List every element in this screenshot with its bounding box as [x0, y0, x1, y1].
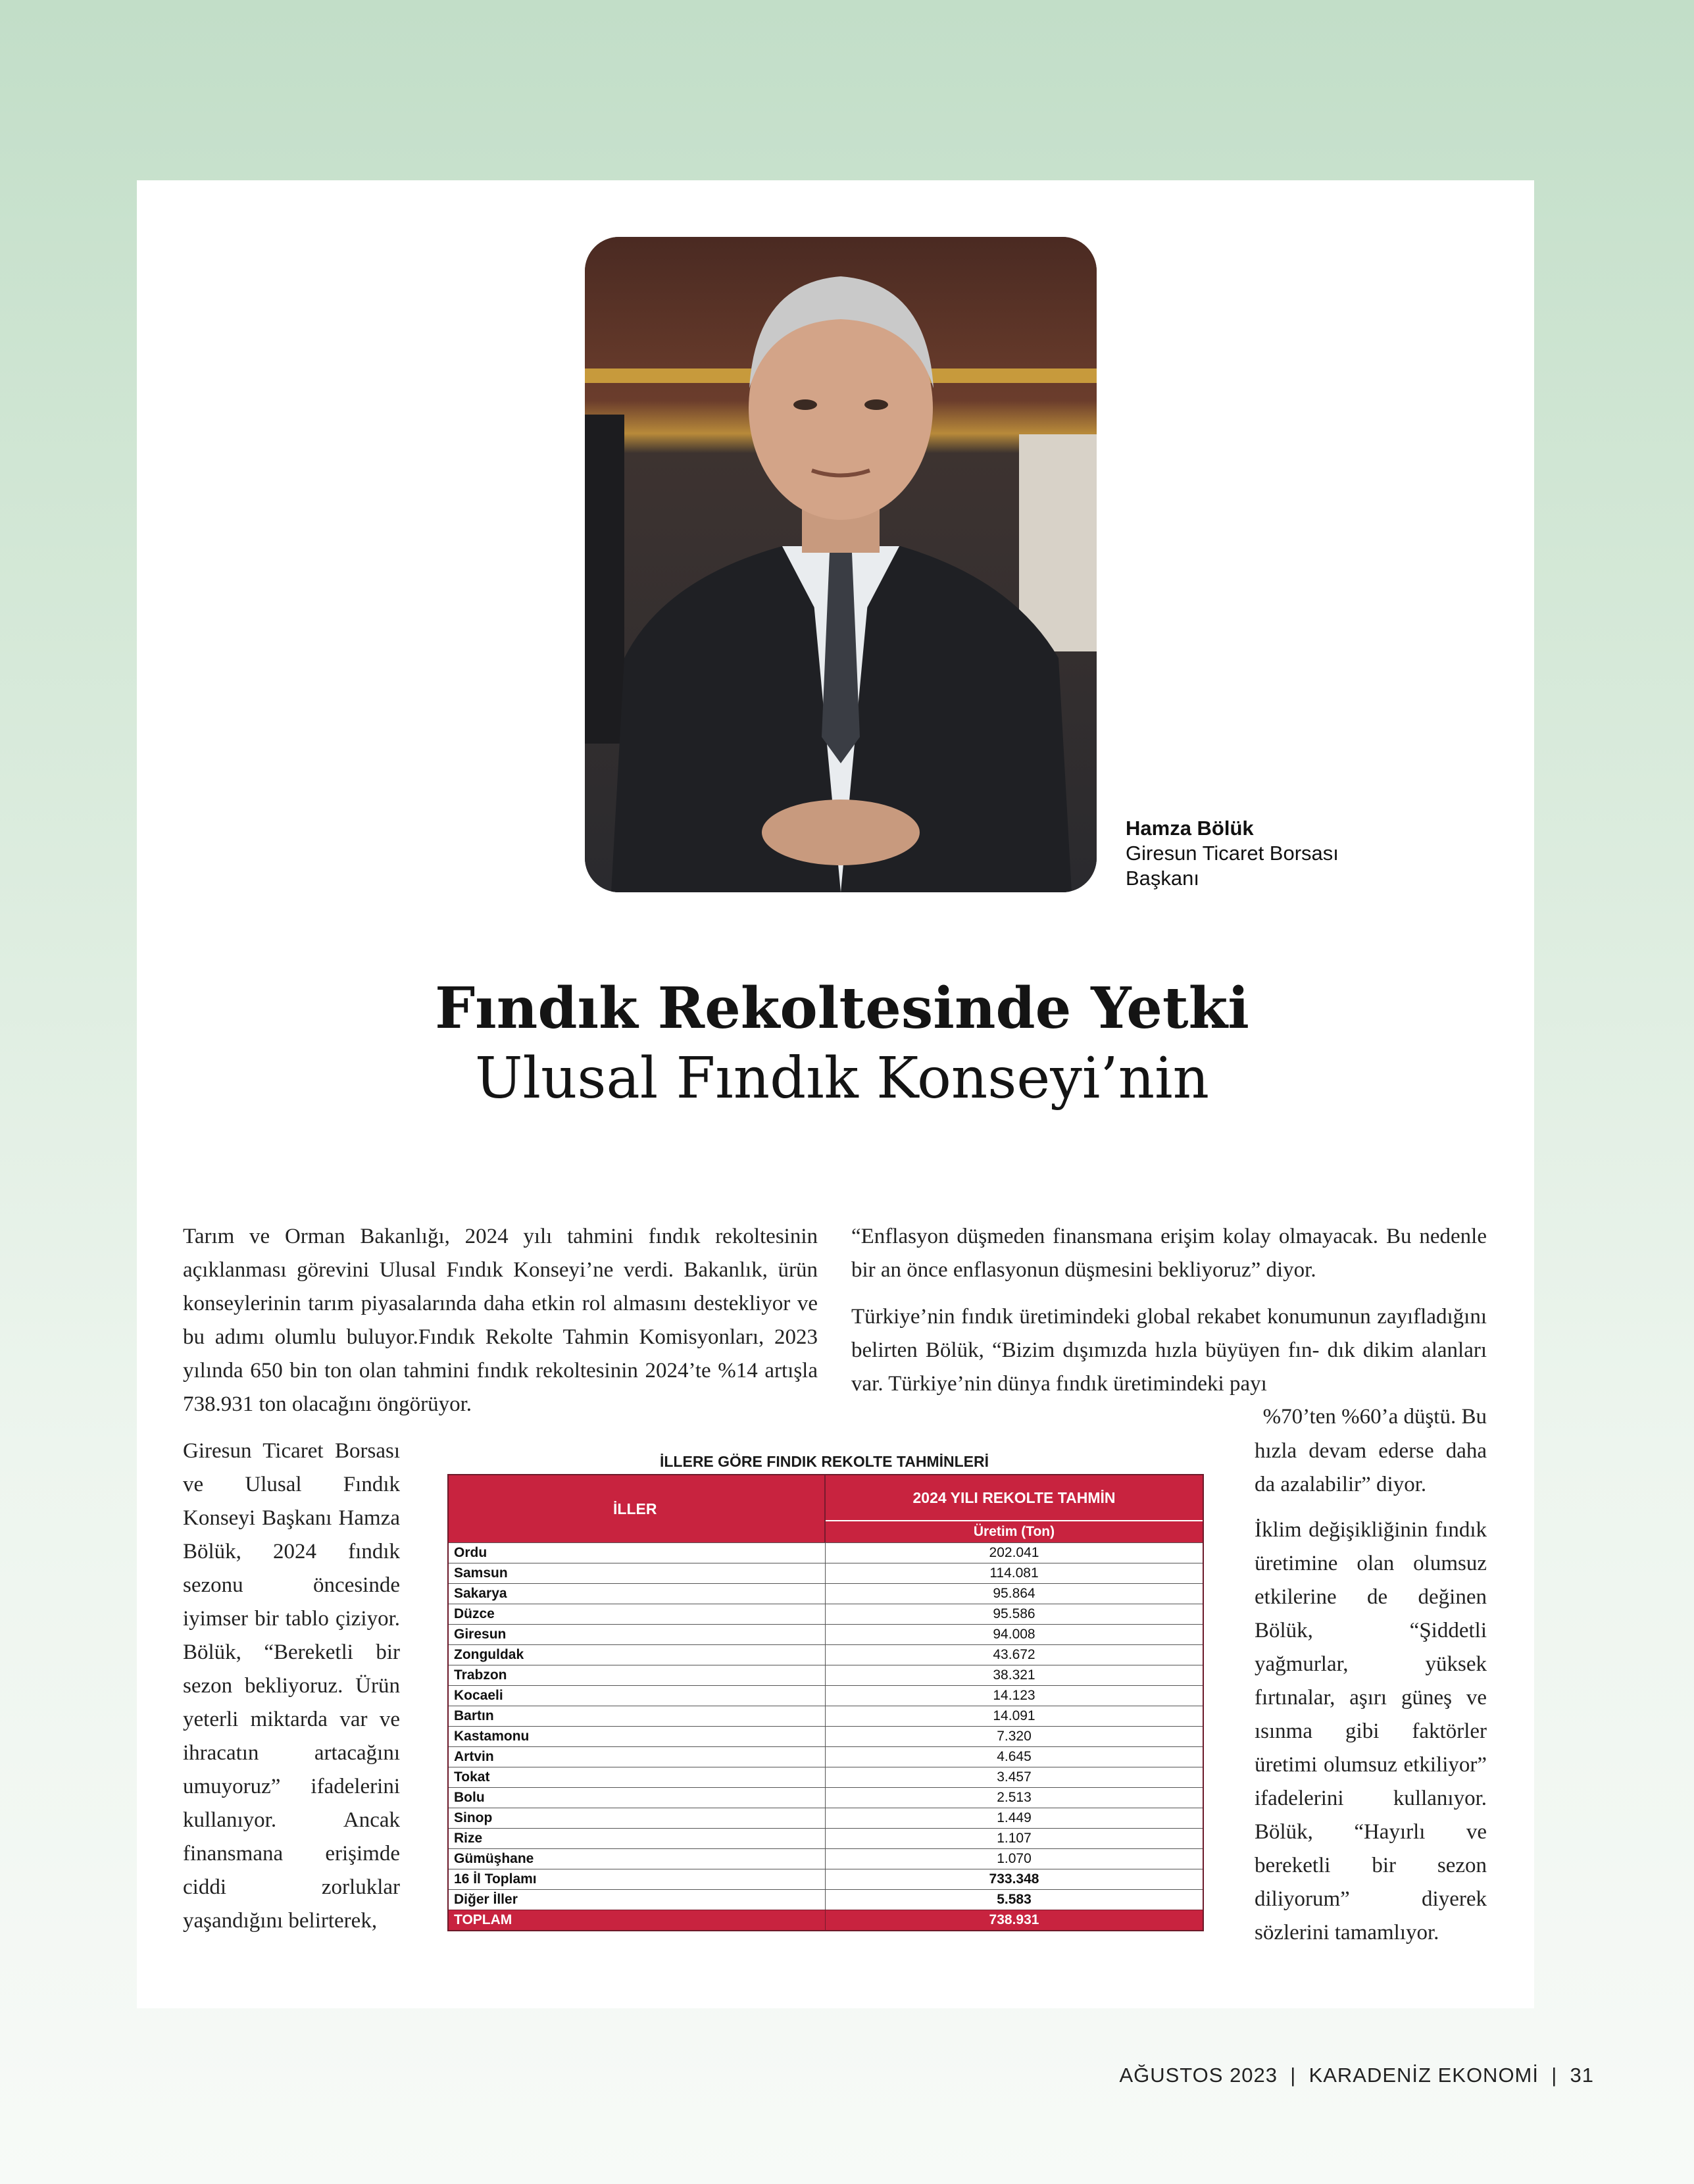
footer-separator: |	[1278, 2064, 1309, 2087]
cell-value: 202.041	[989, 1545, 1039, 1560]
right-paragraph-3: hızla devam ederse daha da azalabilir” diyor.	[1255, 1439, 1487, 1496]
table-row	[449, 1848, 1203, 1869]
cell-il: Zonguldak	[449, 1645, 826, 1665]
table-row	[449, 1563, 1203, 1583]
cell-il: Ordu	[449, 1543, 826, 1563]
table-row	[449, 1746, 1203, 1767]
footer-separator: |	[1539, 2064, 1570, 2087]
right-paragraph-1: “Enflasyon düşmeden finansmana erişim kolay olmayacak. Bu nedenle bir an önce enflasyonun düşmesini bekliyoruz” diyor.	[851, 1225, 1487, 1282]
cell-il: Sinop	[449, 1808, 826, 1828]
cell-il: Kocaeli	[449, 1686, 826, 1706]
cell-value: 38.321	[993, 1667, 1035, 1683]
table-row	[449, 1685, 1203, 1706]
table-title: İLLERE GÖRE FINDIK REKOLTE TAHMİNLERİ	[659, 1453, 989, 1470]
table-row	[449, 1828, 1203, 1848]
portrait-photo	[585, 237, 1097, 892]
header-year: 2024 YILI REKOLTE TAHMİN	[826, 1475, 1203, 1521]
cell-value: 4.645	[997, 1749, 1032, 1764]
cell-value: 1.070	[997, 1851, 1032, 1866]
table-row	[449, 1706, 1203, 1726]
table-row	[449, 1910, 1203, 1930]
cell-value: 95.864	[993, 1586, 1035, 1601]
footer-month: AĞUSTOS 2023	[1119, 2064, 1278, 2087]
intro-paragraph: Tarım ve Orman Bakanlığı, 2024 yılı tahmini fındık rekoltesinin açıklanması görevini Ulusal Fındık Konseyi’ne verdi. Bakanlık, ürün konseylerinin tarım piyasalarında daha etkin rol almasını destekliyor ve bu adımı olumlu buluyor.Fındık Rekolte Tahmin Komisyonları, 2023 yılında 650 bin ton olan tahmini fındık rekoltesinin 2024’te %14 artışla 738.931 ton olacağını öngörüyor.	[183, 1225, 818, 1416]
right-paragraph-2: Türkiye’nin fındık üretimindeki global rekabet konumunun zayıfladığını belirten Bölük, “Bizim dışımızda hızla büyüyen fın- dık dikim alanları var. Türkiye’nin dünya fındık üretimindeki payı	[851, 1305, 1487, 1396]
portrait-illustration	[585, 237, 1097, 892]
cell-value: 738.931	[989, 1912, 1039, 1927]
cell-il: Trabzon	[449, 1665, 826, 1685]
cell-il: Tokat	[449, 1767, 826, 1787]
page-footer	[1119, 2064, 1594, 2087]
rekolte-table	[447, 1474, 1204, 1931]
headline-line2: Ulusal Fındık Konseyi’nin	[474, 1046, 1210, 1111]
table-row	[449, 1542, 1203, 1563]
cell-il: Gümüşhane	[449, 1849, 826, 1869]
cell-il: Sakarya	[449, 1584, 826, 1604]
headline-line1: Fındık Rekoltesinde Yetki	[435, 975, 1249, 1042]
table-header	[449, 1475, 1203, 1542]
header-right	[826, 1475, 1203, 1542]
cell-il: Bolu	[449, 1788, 826, 1808]
footer-page-number: 31	[1570, 2064, 1594, 2087]
footer-magazine: KARADENİZ EKONOMİ	[1308, 2064, 1539, 2087]
header-iller: İLLER	[449, 1475, 826, 1542]
cell-il: 16 İl Toplamı	[449, 1869, 826, 1889]
cell-value: 14.123	[993, 1688, 1035, 1703]
table-row	[449, 1624, 1203, 1644]
cell-il: Bartın	[449, 1706, 826, 1726]
cell-value: 94.008	[993, 1627, 1035, 1642]
cell-value: 1.107	[997, 1831, 1032, 1846]
table-row	[449, 1889, 1203, 1910]
table-row	[449, 1726, 1203, 1746]
cell-value: 114.081	[989, 1565, 1039, 1581]
table-row	[449, 1767, 1203, 1787]
cell-value: 2.513	[997, 1790, 1032, 1805]
table-body	[449, 1542, 1203, 1930]
cell-value: 5.583	[997, 1892, 1032, 1907]
table-row	[449, 1665, 1203, 1685]
caption-role-line1: Giresun Ticaret Borsası	[1126, 842, 1339, 865]
right-paragraph-4: İklim değişikliğinin fındık üretimine olan olumsuz etkilerine de değinen Bölük, “Şiddetli yağmurlar, yüksek fırtınalar, aşırı güneş ve ısınma gibi faktörler üretimi olumsuz etkiliyor” ifadelerini kullanıyor. Bölük, “Hayırlı ve bereketli bir sezon diliyorum” diyerek sözlerini tamamlıyor.	[1255, 1518, 1487, 1944]
table-row	[449, 1604, 1203, 1624]
headline	[263, 974, 1421, 1113]
cell-value: 43.672	[993, 1647, 1035, 1662]
header-unit: Üretim (Ton)	[973, 1524, 1055, 1539]
cell-il: Kastamonu	[449, 1727, 826, 1746]
photo-caption	[1126, 816, 1402, 891]
cell-il: Artvin	[449, 1747, 826, 1767]
cell-value: 95.586	[993, 1606, 1035, 1621]
table-row	[449, 1808, 1203, 1828]
cell-il: TOPLAM	[449, 1910, 826, 1930]
cell-il: Rize	[449, 1829, 826, 1848]
left-column-paragraph: Giresun Ticaret Borsası ve Ulusal Fındık Konseyi Başkanı Hamza Bölük, 2024 fındık sezonu öncesinde iyimser bir tablo çiziyor. Bölük, “Bereketli bir sezon bekliyoruz. Ürün yeterli miktarda var ve ihracatın artacağını umuyoruz” ifadelerini kullanıyor. Ancak finansmana erişimde ciddi zorluklar yaşandığını belirterek,	[183, 1439, 400, 1933]
cell-value: 14.091	[993, 1708, 1035, 1723]
cell-value: 3.457	[997, 1769, 1032, 1785]
cell-value: 733.348	[989, 1871, 1039, 1887]
cell-il: Samsun	[449, 1563, 826, 1583]
table-row	[449, 1583, 1203, 1604]
cell-il: Giresun	[449, 1625, 826, 1644]
caption-name: Hamza Bölük	[1126, 817, 1254, 840]
right-paragraph-2-continued: %70’ten %60’a düştü. Bu	[1262, 1405, 1487, 1429]
table-row	[449, 1787, 1203, 1808]
table-row	[449, 1869, 1203, 1889]
caption-role-line2: Başkanı	[1126, 867, 1200, 890]
cell-value: 1.449	[997, 1810, 1032, 1825]
cell-value: 7.320	[997, 1729, 1032, 1744]
cell-il: Düzce	[449, 1604, 826, 1624]
table-row	[449, 1644, 1203, 1665]
cell-il: Diğer İller	[449, 1890, 826, 1910]
